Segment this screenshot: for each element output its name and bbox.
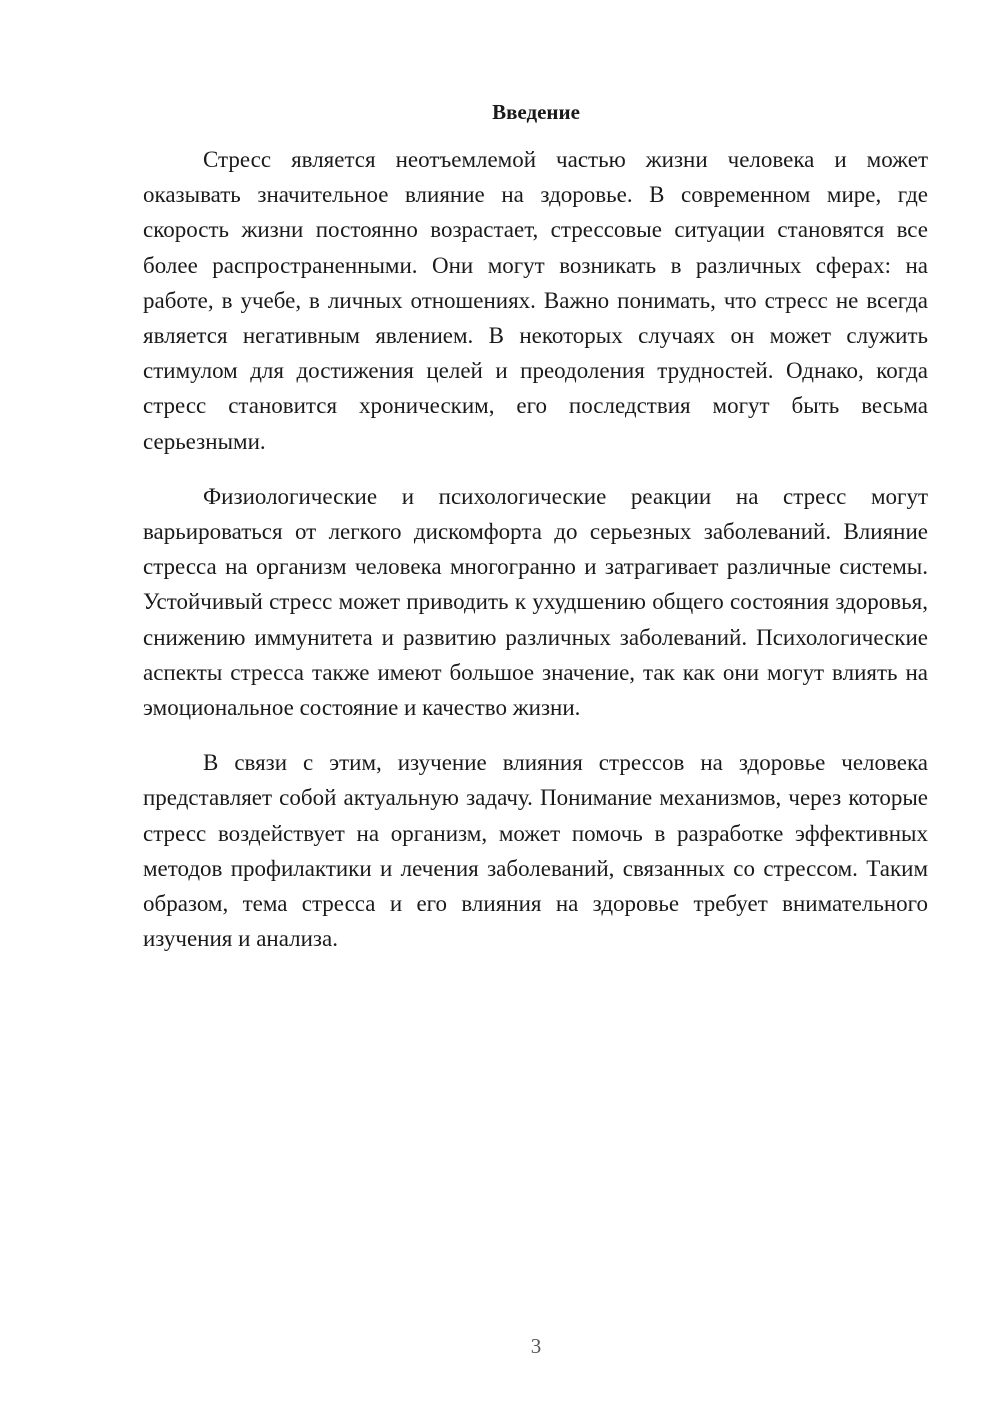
paragraph-2: Физиологические и психологические реакции на стресс могут варьироваться от легкого дискомфорта до серьезных заболеваний. Влияние стресса на организм человека многогранно и затрагивает различные системы. Устойчивый стресс может приводить к ухудшению общего состояния здоровья, снижению иммунитета и развитию различных заболеваний. Психологические аспекты стресса также имеют большое значение, так как они могут влиять на эмоциональное состояние и качество жизни. <box>143 483 928 721</box>
paragraph-1: Стресс является неотъемлемой частью жизни человека и может оказывать значительное влияние на здоровье. В современном мире, где скорость жизни постоянно возрастает, стрессовые ситуации становятся все более распространенными. Они могут возникать в различных сферах: на работе, в учебе, в личных отношениях. Важно понимать, что стресс не всегда является негативным явлением. В некоторых случаях он может служить стимулом для достижения целей и преодоления трудностей. Однако, когда стресс становится хроническим, его последствия могут быть весьма серьезными. <box>143 147 928 454</box>
paragraph-3: В связи с этим, изучение влияния стрессов на здоровье человека представляет собой актуальную задачу. Понимание механизмов, через которые стресс воздействует на организм, может помочь в разработке эффективных методов профилактики и лечения заболеваний, связанных со стрессом. Таким образом, тема стресса и его влияния на здоровье требует внимательного изучения и анализа. <box>143 750 928 952</box>
page-number: 3 <box>530 1334 542 1358</box>
section-heading: Введение <box>492 100 580 124</box>
document-body <box>143 142 928 976</box>
